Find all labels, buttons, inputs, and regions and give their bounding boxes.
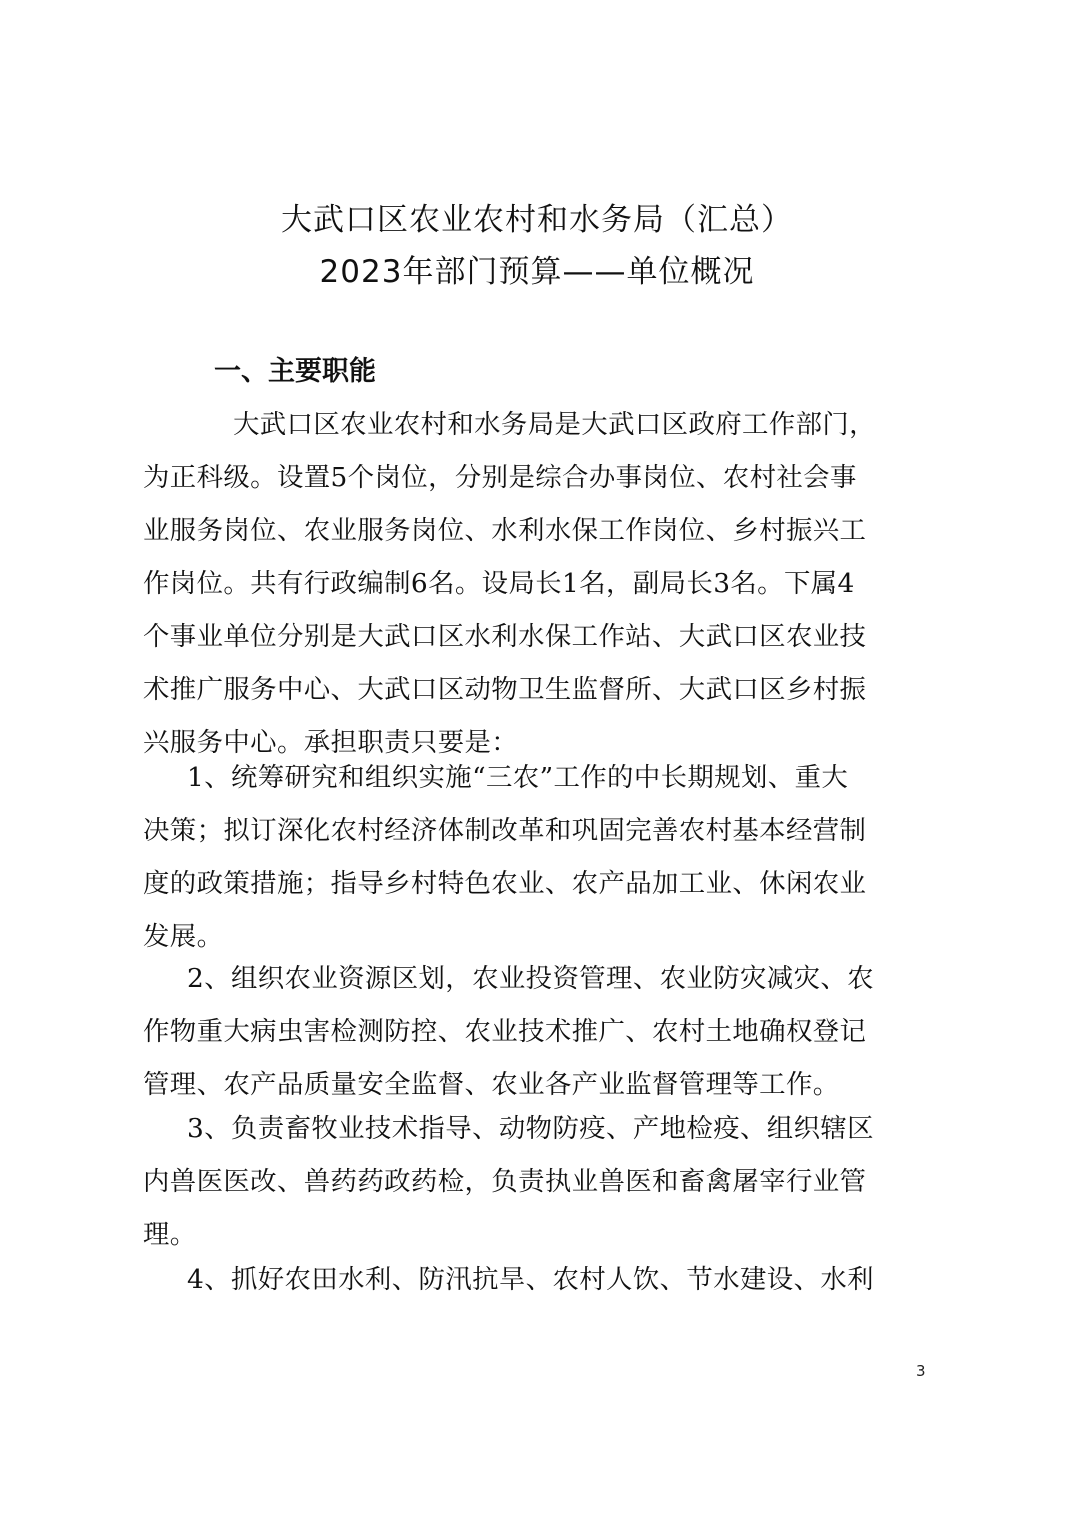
text-line: 作物重大病虫害检测防控、农业技术推广、农村土地确权登记 bbox=[143, 1016, 867, 1047]
paragraph-item-4 bbox=[143, 1253, 933, 1306]
text-line: 3、负责畜牧业技术指导、动物防疫、产地检疫、组织辖区 bbox=[187, 1113, 874, 1144]
document-title: 大武口区农业农村和水务局（汇总） bbox=[281, 202, 793, 238]
paragraph-item-3 bbox=[143, 1102, 933, 1261]
text-line: 度的政策措施；指导乡村特色农业、农产品加工业、休闲农业 bbox=[143, 868, 867, 899]
section-heading: 一、主要职能 bbox=[214, 356, 376, 387]
paragraph-item-1 bbox=[143, 751, 933, 963]
paragraph-intro bbox=[143, 398, 933, 769]
text-line: 个事业单位分别是大武口区水利水保工作站、大武口区农业技 bbox=[143, 621, 867, 652]
text-line: 业服务岗位、农业服务岗位、水利水保工作岗位、乡村振兴工 bbox=[143, 515, 867, 546]
text-line: 兴服务中心。承担职责只要是： bbox=[143, 727, 519, 758]
text-line: 发展。 bbox=[143, 921, 224, 952]
text-line: 作岗位。共有行政编制6名。设局长1名，副局长3名。下属4 bbox=[143, 568, 855, 599]
text-line: 为正科级。设置5个岗位，分别是综合办事岗位、农村社会事 bbox=[143, 462, 857, 493]
text-line: 管理、农产品质量安全监督、农业各产业监督管理等工作。 bbox=[143, 1069, 840, 1100]
document-subtitle: 2023年部门预算——单位概况 bbox=[319, 254, 755, 290]
text-line: 4、抓好农田水利、防汛抗旱、农村人饮、节水建设、水利 bbox=[187, 1264, 874, 1295]
text-line: 内兽医医改、兽药药政药检，负责执业兽医和畜禽屠宰行业管 bbox=[143, 1166, 867, 1197]
text-line: 1、统筹研究和组织实施“三农”工作的中长期规划、重大 bbox=[187, 762, 849, 793]
text-line: 大武口区农业农村和水务局是大武口区政府工作部门， bbox=[233, 409, 876, 440]
text-line: 决策；拟订深化农村经济体制改革和巩固完善农村基本经营制 bbox=[143, 815, 867, 846]
text-line: 术推广服务中心、大武口区动物卫生监督所、大武口区乡村振 bbox=[143, 674, 867, 705]
page-number: 3 bbox=[916, 1362, 926, 1380]
paragraph-item-2 bbox=[143, 952, 933, 1111]
text-line: 2、组织农业资源区划，农业投资管理、农业防灾减灾、农 bbox=[187, 963, 874, 994]
text-line: 理。 bbox=[143, 1219, 197, 1250]
